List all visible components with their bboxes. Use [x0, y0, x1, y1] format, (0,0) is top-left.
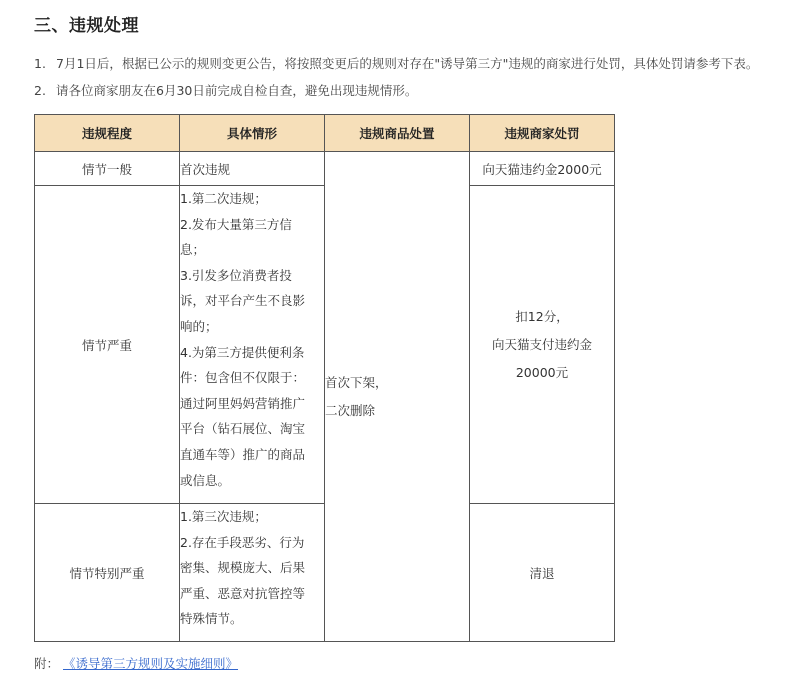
header-merchant-penalty: 违规商家处罚 — [470, 115, 615, 152]
paragraph-text: 请各位商家朋友在6月30日前完成自检自查，避免出现违规情形。 — [56, 83, 418, 98]
situation-line: 4.为第三方提供便利条 — [180, 344, 305, 360]
situation-line: 或信息。 — [180, 472, 231, 488]
situation-line: 3.引发多位消费者投 — [180, 267, 292, 283]
situation-line: 1.第二次违规； — [180, 191, 267, 206]
penalty-line: 20000元 — [515, 364, 569, 380]
header-situation: 具体情形 — [180, 115, 325, 152]
paragraph-number: 2. — [34, 83, 46, 98]
situation-line: 特殊情节。 — [180, 611, 243, 627]
footer-prefix: 附： — [34, 656, 60, 671]
header-level: 违规程度 — [35, 115, 180, 152]
situation-cell — [180, 186, 325, 504]
penalty-cell — [470, 504, 615, 642]
situation-line: 2.发布大量第三方信 — [180, 216, 292, 232]
situation-cell — [180, 504, 325, 642]
paragraph-2 — [34, 81, 417, 99]
situation-line: 响的； — [180, 318, 218, 334]
situation-line: 2.存在手段恶劣、行为 — [180, 534, 305, 550]
disposal-line: 二次删除 — [325, 402, 376, 418]
situation-line: 息； — [180, 242, 206, 258]
penalty-cell — [470, 186, 615, 504]
situation-line: 密集、规模庞大、后果 — [180, 560, 306, 576]
table-row — [35, 152, 615, 186]
situation-line: 1.第三次违规； — [180, 509, 267, 524]
goods-disposal-cell — [325, 152, 470, 642]
penalty-cell — [470, 152, 615, 186]
rules-detail-link[interactable]: 《诱导第三方规则及实施细则》 — [63, 656, 239, 671]
situation-line: 严重、恶意对抗管控等 — [180, 585, 306, 601]
level-cell: 情节一般 — [35, 152, 180, 186]
violation-penalty-table — [34, 114, 615, 642]
level-cell: 情节严重 — [35, 186, 180, 504]
situation-line: 通过阿里妈妈营销推广 — [180, 395, 306, 411]
table-header-row — [35, 115, 615, 152]
situation-line: 诉，对平台产生不良影 — [180, 293, 306, 309]
paragraph-number: 1. — [34, 56, 46, 71]
section-title: 三、违规处理 — [34, 16, 139, 36]
situation-line: 直通车等）推广的商品 — [180, 446, 306, 462]
penalty-line: 清退 — [529, 565, 555, 581]
situation-line: 件：包含但不仅限于： — [180, 370, 306, 386]
paragraph-text: 7月1日后，根据已公示的规则变更公告，将按照变更后的规则对存在"诱导第三方"违规的商家进行处罚，具体处罚请参考下表。 — [56, 56, 759, 71]
header-goods-disposal: 违规商品处置 — [325, 115, 470, 152]
situation-line: 平台（钻石展位、淘宝 — [180, 421, 306, 437]
penalty-line: 向天猫支付违约金 — [491, 336, 592, 352]
disposal-line: 首次下架， — [325, 374, 388, 390]
situation-line: 首次违规 — [180, 161, 231, 177]
paragraph-1 — [34, 54, 758, 72]
level-cell: 情节特别严重 — [35, 504, 180, 642]
footer-attachment — [34, 654, 238, 672]
penalty-line: 扣12分， — [515, 308, 569, 324]
penalty-line: 向天猫违约金2000元 — [482, 161, 602, 177]
situation-cell — [180, 152, 325, 186]
